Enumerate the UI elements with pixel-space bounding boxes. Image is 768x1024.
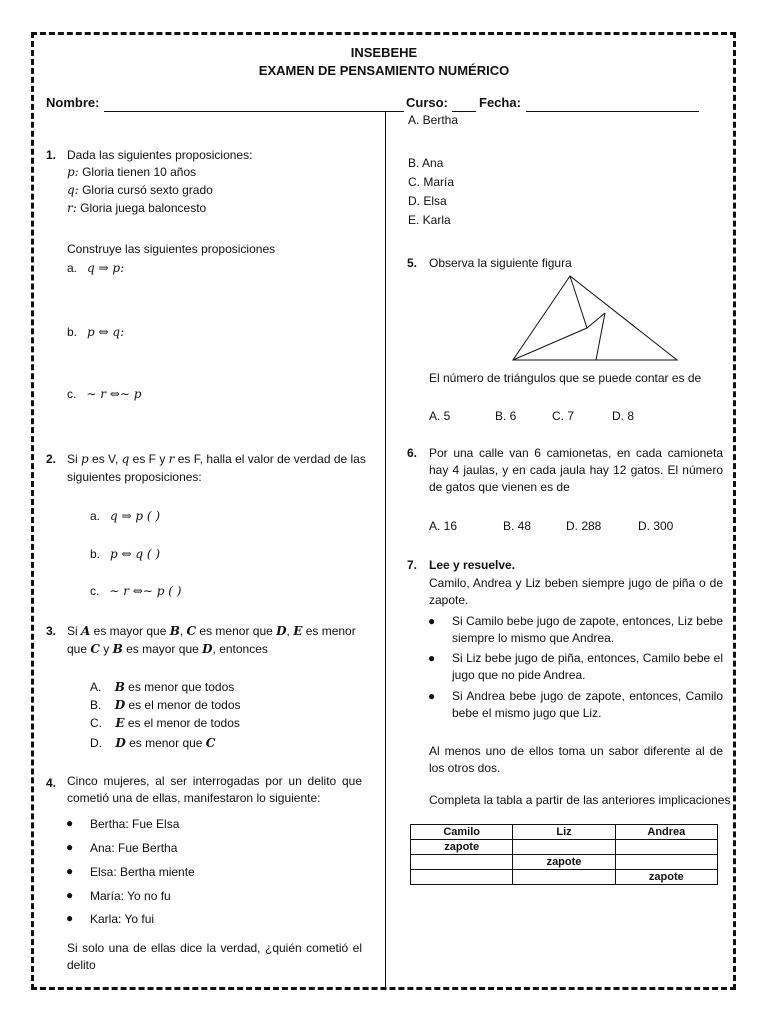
q4-option-d: D. Elsa <box>408 194 447 208</box>
q5-option-d: D. 8 <box>612 409 635 423</box>
q7-intro: Camilo, Andrea y Liz beben siempre jugo de piña o de zapote. <box>429 576 723 607</box>
fecha-field[interactable] <box>526 111 699 112</box>
q4-statement-2: Ana: Fue Bertha <box>90 841 178 855</box>
bullet-icon: ● <box>428 614 436 628</box>
q2-item-b: b. p ⇔ q ( ) <box>90 547 161 561</box>
fecha-label: Fecha: <box>479 95 521 110</box>
q7-instruction: Completa la tabla a partir de las anteriores implicaciones <box>429 793 731 807</box>
header-andrea: Andrea <box>615 825 717 840</box>
q7-title: Lee y resuelve. <box>429 558 516 572</box>
table-cell[interactable] <box>615 855 717 870</box>
q7-bullet-3: Si Andrea bebe jugo de zapote, entonces, Camilo bebe el mismo jugo que Liz. <box>452 689 723 720</box>
q4-option-c: C. María <box>408 175 455 189</box>
q3-option-d: D. D es menor que C <box>90 736 216 750</box>
nombre-field[interactable] <box>104 111 404 112</box>
q2-item-a: a. q ⇒ p ( ) <box>90 509 161 523</box>
q5-text: Observa la siguiente figura <box>429 256 572 270</box>
bullet-icon: ● <box>428 689 436 703</box>
q1-prop-r: r: Gloria juega baloncesto <box>67 201 207 215</box>
column-divider <box>385 112 386 990</box>
q5-option-a: A. 5 <box>429 409 451 423</box>
table-cell[interactable]: zapote <box>411 840 513 855</box>
q1-prop-q: q: Gloria cursó sexto grado <box>67 183 213 197</box>
q1-item-b: b. p ⇔ q: <box>67 325 125 339</box>
q2-number: 2. <box>46 452 57 466</box>
q7-bullet-1: Si Camilo bebe jugo de zapote, entonces, Liz bebe siempre lo mismo que Andrea. <box>452 614 723 645</box>
triangle-figure <box>505 264 685 364</box>
q3-option-c: C. E es el menor de todos <box>90 716 240 730</box>
table-row <box>411 855 718 870</box>
exam-title: EXAMEN DE PENSAMIENTO NUMÉRICO <box>258 63 510 78</box>
q4-statement-5: Karla: Yo fui <box>90 912 155 926</box>
q4-statement-4: María: Yo no fu <box>90 889 171 903</box>
q7-bullet-2: Si Liz bebe jugo de piña, entonces, Camilo bebe el jugo que no pide Andrea. <box>452 651 723 682</box>
bullet-icon: ● <box>66 888 74 902</box>
q4-option-b: B. Ana <box>408 156 444 170</box>
q1-construct: Construye las siguientes proposiciones <box>67 242 276 256</box>
q3-option-a: A. B es menor que todos <box>90 680 235 694</box>
table-cell[interactable] <box>411 855 513 870</box>
q5-question: El número de triángulos que se puede contar es de <box>429 371 702 385</box>
q1-prop-p: p: Gloria tienen 10 años <box>67 165 197 179</box>
q4-question: Si solo una de ellas dice la verdad, ¿quién cometió el delito <box>67 941 362 972</box>
q1-item-a: a. q ⇒ p: <box>67 261 125 275</box>
q6-option-d: D. 300 <box>638 519 674 533</box>
q6-option-c: D. 288 <box>566 519 602 533</box>
q3-text-line1: Si A es mayor que B, C es menor que D, E es menor <box>67 624 356 638</box>
q1-number: 1. <box>46 148 57 162</box>
q6-option-b: B. 48 <box>503 519 532 533</box>
q4-number: 4. <box>46 776 57 790</box>
juice-table <box>410 824 718 885</box>
q7-number: 7. <box>407 558 418 572</box>
bullet-icon: ● <box>66 840 74 854</box>
table-cell[interactable] <box>513 870 615 885</box>
q1-intro: Dada las siguientes proposiciones: <box>67 148 253 162</box>
q4-option-e: E. Karla <box>408 213 451 227</box>
table-cell[interactable]: zapote <box>513 855 615 870</box>
table-header-row <box>411 825 718 840</box>
q5-option-b: B. 6 <box>495 409 517 423</box>
q3-number: 3. <box>46 624 57 638</box>
q2-text-line2: siguientes proposiciones: <box>67 470 202 484</box>
q4-text: Cinco mujeres, al ser interrogadas por un delito que cometió una de ellas, manifestaron lo siguiente: <box>67 774 362 805</box>
q2-item-c: c. ∼ r ⇔∼ p ( ) <box>90 584 182 598</box>
q7-note: Al menos uno de ellos toma un sabor diferente al de los otros dos. <box>429 744 723 775</box>
q6-option-a: A. 16 <box>429 519 458 533</box>
q1-item-c: c. ∼ r ⇔∼ p <box>67 387 142 401</box>
table-row <box>411 870 718 885</box>
curso-label: Curso: <box>406 95 448 110</box>
bullet-icon: ● <box>428 651 436 665</box>
bullet-icon: ● <box>66 911 74 925</box>
q4-statement-3: Elsa: Bertha miente <box>90 865 195 879</box>
table-row <box>411 840 718 855</box>
header-camilo: Camilo <box>411 825 513 840</box>
q6-number: 6. <box>407 446 418 460</box>
school-name: INSEBEHE <box>350 45 418 60</box>
table-cell[interactable] <box>411 870 513 885</box>
q5-number: 5. <box>407 256 418 270</box>
bullet-icon: ● <box>66 816 74 830</box>
bullet-icon: ● <box>66 864 74 878</box>
q3-option-b: B. D es el menor de todos <box>90 698 241 712</box>
q6-text: Por una calle van 6 camionetas, en cada camioneta hay 4 jaulas, y en cada jaula hay 12 gatos. El número de gatos que vienen es de <box>429 446 723 494</box>
table-cell[interactable] <box>615 840 717 855</box>
q5-option-c: C. 7 <box>552 409 575 423</box>
q4-statement-1: Bertha: Fue Elsa <box>90 817 180 831</box>
table-cell[interactable]: zapote <box>615 870 717 885</box>
table-cell[interactable] <box>513 840 615 855</box>
q4-option-a: A. Bertha <box>408 113 459 127</box>
nombre-label: Nombre: <box>46 95 100 110</box>
q3-text-line2: que C y B es mayor que D, entonces <box>67 642 268 656</box>
q2-text-line1: Si p es V, q es F y r es F, halla el valor de verdad de las <box>67 452 366 466</box>
header-liz: Liz <box>513 825 615 840</box>
